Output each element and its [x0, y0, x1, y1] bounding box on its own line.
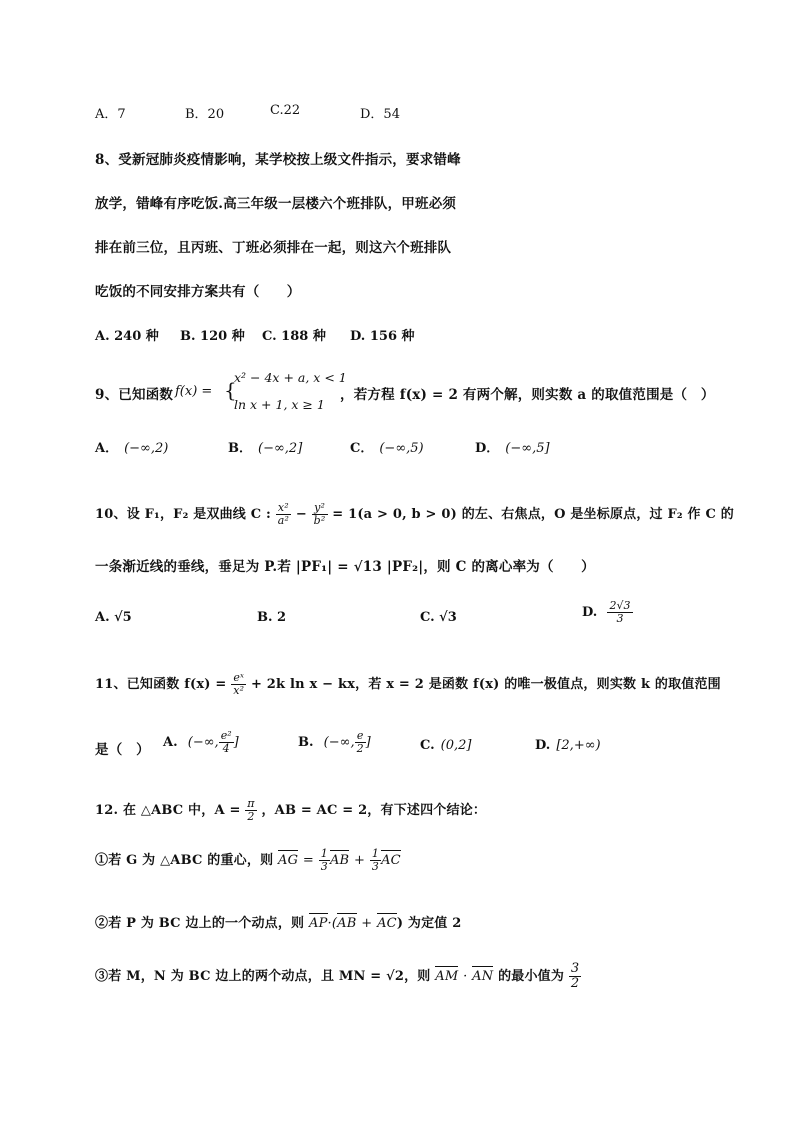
- q11-option-a: [163, 730, 239, 755]
- q8-line-4: 吃饭的不同安排方案共有（ ）: [95, 284, 301, 300]
- q9-option-b: [228, 437, 302, 456]
- q10-option-d: [582, 600, 633, 625]
- q7-option-c: C.22: [270, 103, 301, 118]
- q12-angle-fraction: [245, 798, 256, 823]
- q11-line-2: 是（ ）: [95, 742, 150, 758]
- q9-case-2: ln x + 1, x ≥ 1: [234, 397, 325, 412]
- q9-option-d: [475, 437, 550, 456]
- q12-line-1-prefix: 12. 在 △ABC 中，A =: [95, 803, 241, 818]
- q12-s1-fraction-2: [370, 848, 381, 873]
- q11-fraction: [231, 672, 246, 697]
- q12-statement-2-prefix: ②若 P 为 BC 边上的一个动点，则: [95, 916, 305, 931]
- q9-option-a-label: A．: [95, 441, 119, 456]
- q11-line-1: [95, 672, 721, 697]
- q12-angle-den: 2: [247, 810, 255, 823]
- q9-option-d-value: (−∞,5]: [505, 441, 550, 456]
- q10-option-d-den: 3: [616, 612, 624, 625]
- q12-line-1-suffix: ，AB = AC = 2，有下述四个结论：: [261, 803, 487, 818]
- q11-fraction-den: x²: [233, 684, 245, 697]
- q11-option-d-value: [2,+∞): [556, 738, 601, 753]
- q12-s2-vector-ac: AC: [377, 916, 397, 931]
- q12-s2-vector-ab: AB: [337, 916, 357, 931]
- q11-option-c-value: (0,2]: [440, 738, 472, 753]
- q11-option-c: [420, 738, 471, 753]
- q7-option-b: B．20: [185, 107, 225, 122]
- q11-option-b-fraction: [355, 730, 366, 755]
- q10-fraction-y-num: y²: [312, 502, 328, 515]
- q11-option-c-label: C.: [420, 738, 435, 753]
- q12-s2-dot: ·(: [327, 916, 338, 931]
- q11-option-b-num: e: [355, 730, 366, 743]
- q12-s3-dot: ·: [463, 969, 468, 984]
- q9-option-d-label: D．: [475, 441, 500, 456]
- q11-option-a-num: e²: [220, 729, 232, 742]
- q9-option-a: [95, 437, 168, 456]
- q7-option-d: D．54: [360, 107, 400, 122]
- q12-statement-1: [95, 848, 401, 873]
- q11-option-b-label: B.: [298, 735, 314, 750]
- q12-s1-fraction-1-num: 1: [320, 847, 328, 860]
- q9-option-c-value: (−∞,5): [379, 441, 424, 456]
- q12-statement-3: [95, 962, 581, 991]
- q12-s1-fraction-2-num: 1: [371, 847, 380, 860]
- q11-option-b-post: ]: [365, 735, 371, 750]
- q8-option-d: D. 156 种: [350, 329, 415, 344]
- q12-s3-fraction: [569, 962, 581, 991]
- q12-s1-fraction-1-den: 3: [320, 860, 328, 873]
- q12-line-1: [95, 798, 486, 823]
- q12-statement-3-prefix: ③若 M，N 为 BC 边上的两个动点，且 MN = √2，则: [95, 969, 431, 984]
- q10-option-c: C. √3: [420, 610, 457, 625]
- q11-option-a-fraction: [219, 730, 234, 755]
- q10-fraction-x: [276, 502, 291, 527]
- q10-fraction-x-den: a²: [277, 514, 290, 527]
- q12-s2-plus: +: [361, 916, 373, 931]
- q8-line-1: 8、受新冠肺炎疫情影响，某学校按上级文件指示，要求错峰: [95, 152, 461, 168]
- q10-line-1-prefix: 10、设 F₁，F₂ 是双曲线 C :: [95, 507, 271, 522]
- q10-option-a: A. √5: [95, 610, 132, 625]
- q12-statement-1-prefix: ①若 G 为 △ABC 的重心，则: [95, 853, 274, 868]
- q10-option-b: B. 2: [257, 610, 287, 625]
- q11-option-a-pre: (−∞,: [187, 735, 219, 750]
- q12-vector-ac: AC: [381, 853, 401, 868]
- q10-fraction-y-den: b²: [313, 514, 326, 527]
- q12-statement-2-suffix: ) 为定值 2: [396, 916, 462, 931]
- q9-option-c-label: C．: [350, 441, 374, 456]
- q11-option-b-den: 2: [356, 742, 364, 755]
- q10-line-2: 一条渐近线的垂线，垂足为 P.若 |PF₁| = √13 |PF₂|，则 C 的离心率为（ ）: [95, 559, 595, 575]
- q10-option-d-fraction: [607, 600, 632, 625]
- q12-vector-an: AN: [472, 969, 494, 984]
- q11-option-b: [298, 730, 371, 755]
- q11-line-1-mid: + 2k ln x − kx，若 x = 2 是函数 f(x) 的唯一极值点，则实数 k 的取值范围: [250, 677, 721, 692]
- q12-vector-ap: AP: [309, 916, 328, 931]
- q12-statement-2: [95, 912, 461, 931]
- q12-vector-ab: AB: [329, 853, 350, 868]
- q9-case-1: x² − 4x + a, x < 1: [234, 370, 347, 385]
- q11-option-d-label: D.: [535, 738, 551, 753]
- q9-line-prefix: 9、已知函数: [95, 387, 174, 403]
- q12-s1-plus: +: [354, 853, 366, 868]
- q10-line-1-mid: = 1(a > 0, b > 0) 的左、右焦点，O 是坐标原点，过 F₂ 作 C 的: [332, 507, 734, 522]
- q8-option-c: C. 188 种: [262, 329, 326, 344]
- q8-line-2: 放学，错峰有序吃饭.高三年级一层楼六个班排队，甲班必须: [95, 196, 457, 212]
- q11-option-d: [535, 738, 601, 753]
- q11-option-a-label: A.: [163, 735, 178, 750]
- q8-option-a: A. 240 种: [95, 329, 159, 344]
- q8-line-3: 排在前三位，且丙班、丁班必须排在一起，则这六个班排队: [95, 240, 452, 256]
- q12-s1-fraction-1: [319, 848, 330, 873]
- q9-line-suffix: ，若方程 f(x) = 2 有两个解，则实数 a 的取值范围是（ ）: [340, 387, 715, 403]
- q9-option-b-value: (−∞,2]: [258, 441, 303, 456]
- q9-option-b-label: B．: [228, 441, 252, 456]
- q12-angle-num: π: [247, 797, 255, 810]
- q10-fraction-y: [312, 502, 328, 527]
- q12-s1-equals: =: [302, 853, 315, 868]
- q10-fraction-x-num: x²: [276, 502, 291, 515]
- q12-s3-den: 2: [570, 976, 580, 991]
- q10-line-1: [95, 502, 734, 527]
- q7-option-a: A．7: [95, 107, 126, 122]
- q9-option-c: [350, 437, 424, 456]
- q10-option-d-label: D.: [582, 605, 598, 620]
- q11-line-1-prefix: 11、已知函数 f(x) =: [95, 677, 227, 692]
- q11-option-b-pre: (−∞,: [323, 735, 355, 750]
- q9-option-a-value: (−∞,2): [124, 441, 169, 456]
- q11-option-a-den: 4: [222, 742, 230, 755]
- q11-fraction-num: eˣ: [231, 672, 246, 685]
- q9-function-name: f(x) =: [175, 384, 213, 399]
- q12-statement-3-mid: 的最小值为: [498, 969, 565, 984]
- q10-minus: −: [295, 507, 307, 522]
- q11-option-a-post: ]: [233, 735, 239, 750]
- q8-option-b: B. 120 种: [180, 329, 245, 344]
- q12-s1-fraction-2-den: 3: [371, 860, 380, 873]
- q10-option-d-num: 2√3: [609, 599, 631, 612]
- q12-vector-ag: AG: [278, 853, 299, 868]
- q12-s3-num: 3: [570, 961, 580, 976]
- q12-vector-am: AM: [435, 969, 459, 984]
- q9-brace: {: [224, 378, 237, 402]
